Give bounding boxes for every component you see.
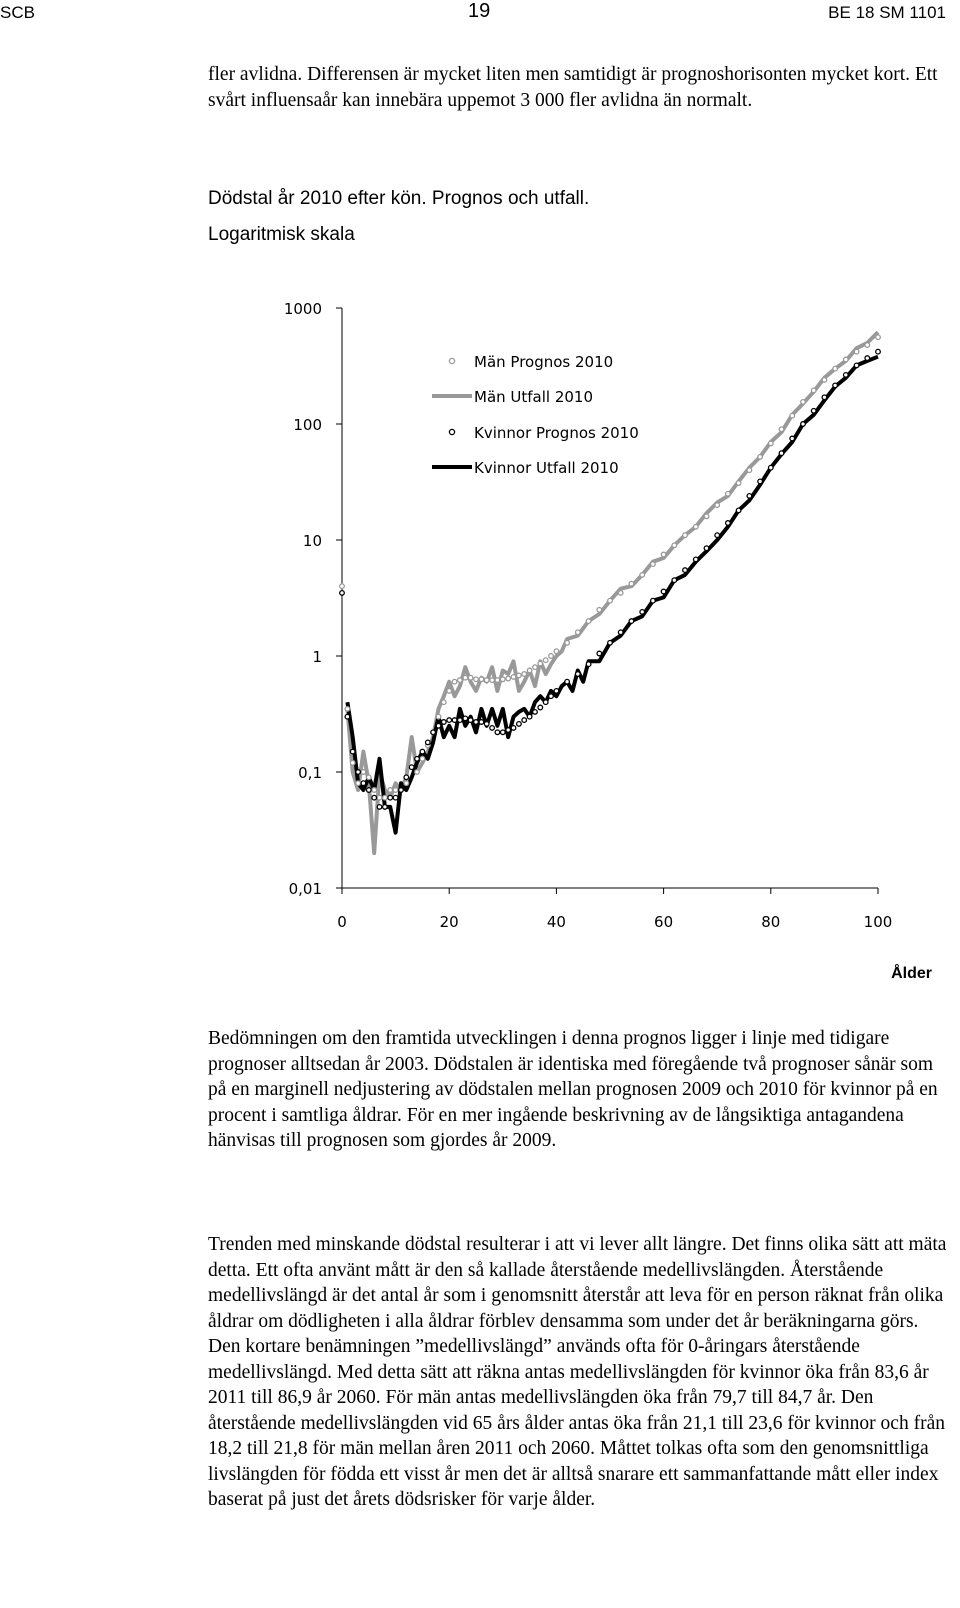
- data-point: [463, 675, 468, 680]
- data-point: [409, 765, 414, 770]
- legend-label: Kvinnor Utfall 2010: [474, 459, 619, 477]
- data-point: [345, 714, 350, 719]
- data-point: [393, 795, 398, 800]
- data-point: [538, 705, 543, 710]
- data-point: [463, 716, 468, 721]
- data-point: [479, 720, 484, 725]
- data-point: [393, 788, 398, 793]
- data-point: [388, 788, 393, 793]
- legend-swatch-marker: [449, 358, 454, 363]
- data-point: [367, 788, 372, 793]
- data-point: [801, 422, 806, 427]
- data-point: [361, 781, 366, 786]
- data-point: [576, 630, 581, 635]
- data-point: [811, 409, 816, 414]
- data-point: [865, 343, 870, 348]
- chart-caption-line1: Dödstal år 2010 efter kön. Prognos och utfall.: [208, 188, 590, 209]
- data-point: [436, 714, 441, 719]
- header-right: BE 18 SM 1101: [828, 3, 946, 22]
- page-number: 19: [468, 0, 491, 22]
- data-point: [527, 668, 532, 673]
- data-point: [468, 675, 473, 680]
- data-point: [640, 573, 645, 578]
- data-point: [651, 562, 656, 567]
- data-point: [704, 514, 709, 519]
- data-point: [736, 481, 741, 486]
- data-point: [383, 805, 388, 810]
- data-point: [597, 608, 602, 613]
- data-point: [495, 678, 500, 683]
- data-point: [356, 781, 361, 786]
- data-point: [436, 724, 441, 729]
- data-point: [522, 718, 527, 723]
- data-point: [629, 619, 634, 624]
- data-point: [565, 641, 570, 646]
- data-point: [361, 770, 366, 775]
- data-point: [340, 591, 345, 596]
- data-point: [415, 770, 420, 775]
- data-point: [533, 665, 538, 670]
- data-point: [661, 589, 666, 594]
- data-point: [484, 678, 489, 683]
- data-point: [747, 468, 752, 473]
- data-point: [779, 451, 784, 456]
- data-point: [350, 761, 355, 766]
- data-point: [597, 651, 602, 656]
- x-tick-label: 80: [761, 913, 781, 931]
- paragraph-life-expectancy: Trenden med minskande dödstal resulterar i att vi lever allt längre. Det finns olika sätt att mäta detta. Ett ofta använt mått är den så kallade återstående medellivslängden. Återstående medellivslängd är det antal år som i genomsnitt återstår att leva för en person räknat från olika åldrar om dödligheten i alla åldrar förblev densamma som under det år beräkningarna görs. Den kortare benämningen ”medellivslängd” används ofta för 0-åringars återstående medellivslängd. Med detta sätt att räkna antas medellivslängden för kvinnor öka från 83,6 år 2011 till 86,9 år 2060. För män antas medellivslängden öka från 79,7 till 84,7 år. Den återstående medellivslängden vid 65 års ålder antas öka från 21,1 till 23,6 för kvinnor och från 18,2 till 21,8 för män mellan åren 2011 och 2060. Måttet tolkas ofta som den genomsnittliga livslängden för födda ett visst år men det är alltså snarare ett sammanfattande mått eller index baserat på just det årets dödsrisker för varje ålder.: [208, 1234, 947, 1510]
- data-point: [801, 400, 806, 405]
- data-point: [372, 795, 377, 800]
- data-point: [811, 388, 816, 393]
- x-tick-label: 20: [439, 913, 459, 931]
- data-point: [844, 373, 849, 378]
- chart-series: [340, 332, 881, 853]
- data-point: [340, 584, 345, 589]
- chart-caption-line2: Logaritmisk skala: [208, 224, 355, 245]
- y-tick-label: 100: [293, 416, 322, 434]
- legend-label: Män Utfall 2010: [474, 388, 594, 406]
- data-point: [522, 672, 527, 677]
- data-point: [543, 700, 548, 705]
- data-point: [683, 533, 688, 538]
- intro-paragraph: fler avlidna. Differensen är mycket liten men samtidigt är prognoshorisonten mycket kort. Ett svårt influensaår kan innebära uppemot 3 000 fler avlidna än normalt.: [208, 64, 938, 111]
- data-point: [501, 730, 506, 735]
- x-axis-label: Ålder: [891, 965, 932, 982]
- y-tick-label: 0,01: [288, 880, 322, 898]
- data-point: [543, 658, 548, 663]
- data-point: [377, 795, 382, 800]
- data-point: [479, 677, 484, 682]
- data-point: [415, 757, 420, 762]
- data-point: [490, 678, 495, 683]
- data-point: [683, 568, 688, 573]
- data-point: [533, 710, 538, 715]
- chart-legend: [432, 353, 639, 477]
- data-point: [517, 673, 522, 678]
- data-point: [672, 578, 677, 583]
- data-point: [694, 557, 699, 562]
- data-point: [549, 694, 554, 699]
- x-tick-label: 0: [337, 913, 347, 931]
- data-point: [790, 413, 795, 418]
- data-point: [865, 356, 870, 361]
- data-point: [833, 383, 838, 388]
- data-point: [442, 700, 447, 705]
- data-point: [458, 718, 463, 723]
- data-point: [388, 795, 393, 800]
- data-point: [511, 675, 516, 680]
- data-point: [726, 521, 731, 526]
- data-point: [876, 349, 881, 354]
- data-point: [822, 395, 827, 400]
- data-point: [383, 795, 388, 800]
- x-tick-label: 100: [863, 913, 893, 931]
- data-point: [447, 718, 452, 723]
- data-point: [458, 678, 463, 683]
- data-point: [420, 749, 425, 754]
- data-point: [640, 610, 645, 615]
- data-point: [345, 707, 350, 712]
- data-point: [420, 757, 425, 762]
- x-tick-label: 40: [546, 913, 566, 931]
- data-point: [377, 805, 382, 810]
- y-tick-label: 1: [312, 648, 322, 666]
- data-point: [517, 722, 522, 727]
- data-point: [651, 598, 656, 603]
- data-point: [758, 455, 763, 460]
- data-point: [618, 630, 623, 635]
- data-point: [769, 465, 774, 470]
- data-point: [404, 781, 409, 786]
- legend-label: Kvinnor Prognos 2010: [474, 424, 639, 442]
- data-point: [527, 714, 532, 719]
- data-point: [715, 533, 720, 538]
- data-point: [833, 366, 838, 371]
- data-point: [758, 479, 763, 484]
- data-point: [629, 581, 634, 586]
- data-point: [618, 591, 623, 596]
- data-point: [554, 689, 559, 694]
- data-point: [586, 662, 591, 667]
- data-point: [506, 728, 511, 733]
- data-point: [404, 775, 409, 780]
- header-left: SCB: [0, 3, 35, 22]
- data-point: [447, 689, 452, 694]
- series-markers-kvinnor-prognos-2010: [340, 349, 881, 809]
- series-line-män-utfall-2010: [347, 332, 878, 853]
- data-point: [367, 775, 372, 780]
- data-point: [876, 335, 881, 340]
- data-point: [399, 788, 404, 793]
- data-point: [431, 730, 436, 735]
- data-point: [490, 726, 495, 731]
- data-point: [715, 503, 720, 508]
- data-point: [672, 543, 677, 548]
- data-point: [495, 730, 500, 735]
- data-point: [608, 598, 613, 603]
- data-point: [854, 363, 859, 368]
- data-point: [736, 508, 741, 513]
- legend-label: Män Prognos 2010: [474, 353, 614, 371]
- data-point: [511, 726, 516, 731]
- data-point: [779, 427, 784, 432]
- data-point: [694, 525, 699, 530]
- data-point: [608, 641, 613, 646]
- data-point: [726, 492, 731, 497]
- y-tick-label: 10: [302, 532, 322, 550]
- data-point: [506, 676, 511, 681]
- data-point: [426, 740, 431, 745]
- y-tick-label: 0,1: [298, 764, 322, 782]
- data-point: [549, 654, 554, 659]
- data-point: [372, 788, 377, 793]
- data-point: [452, 679, 457, 684]
- data-point: [790, 436, 795, 441]
- data-point: [769, 441, 774, 446]
- data-point: [468, 718, 473, 723]
- data-point: [350, 749, 355, 754]
- data-point: [554, 649, 559, 654]
- data-point: [442, 720, 447, 725]
- paragraph-assessment: Bedömningen om den framtida utvecklingen i denna prognos ligger i linje med tidigare prognoser alltsedan år 2003. Dödstalen är identiska med föregående två prognoser sånär som på en marginell nedjustering av dödstalen mellan prognosen 2009 och 2010 för kvinnor på en procent i samtliga åldrar. För en mer ingående beskrivning av de långsiktiga antagandena hänvisas till prognosen som gjordes år 2009.: [208, 1028, 938, 1151]
- x-tick-label: 60: [654, 913, 674, 931]
- data-point: [538, 661, 543, 666]
- data-point: [484, 722, 489, 727]
- legend-swatch-marker: [449, 429, 454, 434]
- data-point: [844, 357, 849, 362]
- data-point: [576, 672, 581, 677]
- data-point: [452, 718, 457, 723]
- data-point: [474, 677, 479, 682]
- data-point: [661, 552, 666, 557]
- data-point: [704, 546, 709, 551]
- data-point: [474, 720, 479, 725]
- data-point: [854, 349, 859, 354]
- data-point: [501, 677, 506, 682]
- data-point: [356, 770, 361, 775]
- data-point: [565, 679, 570, 684]
- data-point: [586, 619, 591, 624]
- data-point: [822, 378, 827, 383]
- data-point: [747, 494, 752, 499]
- y-tick-label: 1000: [283, 300, 322, 318]
